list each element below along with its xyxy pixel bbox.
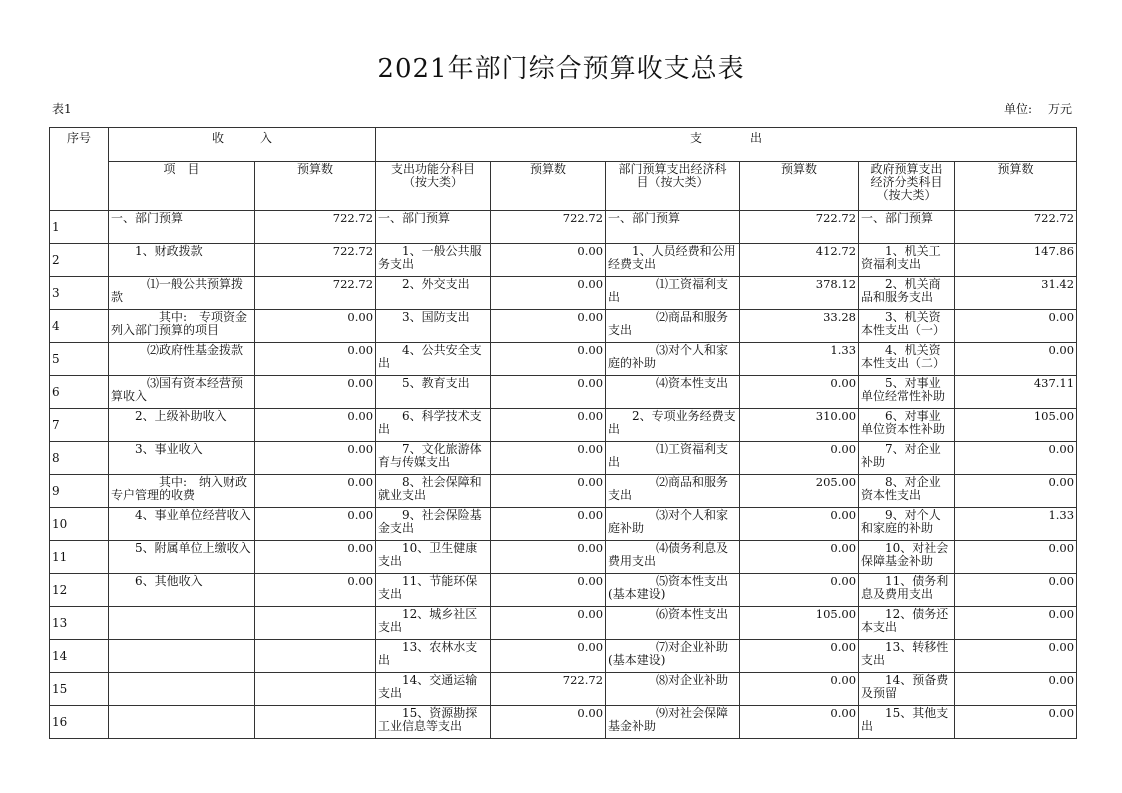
dept-econ-amount: 0.00 xyxy=(740,442,859,475)
table-row xyxy=(50,244,1077,277)
dept-econ-item: 1、人员经费和公用经费支出 xyxy=(606,244,740,277)
income-amount: 722.72 xyxy=(255,211,376,244)
income-amount: 0.00 xyxy=(255,508,376,541)
gov-econ-amount: 0.00 xyxy=(955,541,1077,574)
function-item: 14、交通运输支出 xyxy=(376,673,491,706)
function-amount: 0.00 xyxy=(491,475,606,508)
function-amount: 0.00 xyxy=(491,640,606,673)
row-seq: 4 xyxy=(50,310,109,343)
function-amount: 0.00 xyxy=(491,343,606,376)
income-item xyxy=(109,673,255,706)
row-seq: 6 xyxy=(50,376,109,409)
function-amount: 0.00 xyxy=(491,244,606,277)
row-seq: 8 xyxy=(50,442,109,475)
gov-econ-amount: 1.33 xyxy=(955,508,1077,541)
income-item: 2、上级补助收入 xyxy=(109,409,255,442)
row-seq: 12 xyxy=(50,574,109,607)
dept-econ-amount: 0.00 xyxy=(740,706,859,739)
function-item: 15、资源勘探工业信息等支出 xyxy=(376,706,491,739)
row-seq: 11 xyxy=(50,541,109,574)
row-seq: 3 xyxy=(50,277,109,310)
row-seq: 9 xyxy=(50,475,109,508)
row-seq: 2 xyxy=(50,244,109,277)
function-amount: 0.00 xyxy=(491,409,606,442)
header-col-gov-econ-item: 政府预算支出 经济分类科目 （按大类） xyxy=(859,162,955,211)
function-amount: 0.00 xyxy=(491,574,606,607)
function-item: 4、公共安全支出 xyxy=(376,343,491,376)
gov-econ-amount: 0.00 xyxy=(955,640,1077,673)
header-col-gov-econ-amount: 预算数 xyxy=(955,162,1077,211)
function-item: 3、国防支出 xyxy=(376,310,491,343)
gov-econ-amount: 0.00 xyxy=(955,673,1077,706)
dept-econ-amount: 1.33 xyxy=(740,343,859,376)
function-amount: 0.00 xyxy=(491,706,606,739)
income-item xyxy=(109,640,255,673)
dept-econ-item: ⑸资本性支出(基本建设) xyxy=(606,574,740,607)
table-number: 表1 xyxy=(52,102,72,116)
dept-econ-amount: 0.00 xyxy=(740,541,859,574)
income-amount xyxy=(255,706,376,739)
gov-econ-amount: 31.42 xyxy=(955,277,1077,310)
table-row xyxy=(50,442,1077,475)
dept-econ-item: ⑻对企业补助 xyxy=(606,673,740,706)
dept-econ-item: ⑶对个人和家庭补助 xyxy=(606,508,740,541)
income-item: 其中: 纳入财政专户管理的收费 xyxy=(109,475,255,508)
table-row xyxy=(50,673,1077,706)
income-item xyxy=(109,607,255,640)
page-title: 2021年部门综合预算收支总表 xyxy=(377,54,745,84)
header-col-income-amount: 预算数 xyxy=(255,162,376,211)
function-item: 5、教育支出 xyxy=(376,376,491,409)
dept-econ-amount: 0.00 xyxy=(740,376,859,409)
function-item: 9、社会保险基金支出 xyxy=(376,508,491,541)
function-amount: 0.00 xyxy=(491,607,606,640)
table-row xyxy=(50,409,1077,442)
table-row xyxy=(50,310,1077,343)
gov-econ-amount: 105.00 xyxy=(955,409,1077,442)
dept-econ-item: 一、部门预算 xyxy=(606,211,740,244)
dept-econ-amount: 0.00 xyxy=(740,574,859,607)
income-amount xyxy=(255,607,376,640)
function-item: 1、一般公共服务支出 xyxy=(376,244,491,277)
table-row xyxy=(50,574,1077,607)
row-seq: 16 xyxy=(50,706,109,739)
dept-econ-item: ⑵商品和服务支出 xyxy=(606,475,740,508)
dept-econ-amount: 205.00 xyxy=(740,475,859,508)
function-amount: 0.00 xyxy=(491,508,606,541)
dept-econ-amount: 0.00 xyxy=(740,640,859,673)
table-row xyxy=(50,211,1077,244)
row-seq: 7 xyxy=(50,409,109,442)
function-amount: 0.00 xyxy=(491,310,606,343)
header-seq: 序号 xyxy=(50,128,109,211)
gov-econ-amount: 0.00 xyxy=(955,442,1077,475)
income-amount: 0.00 xyxy=(255,310,376,343)
header-col-dept-econ-item: 部门预算支出经济科 目（按大类） xyxy=(606,162,740,211)
income-amount: 0.00 xyxy=(255,475,376,508)
dept-econ-amount: 33.28 xyxy=(740,310,859,343)
gov-econ-item: 9、对个人和家庭的补助 xyxy=(859,508,955,541)
dept-econ-amount: 0.00 xyxy=(740,673,859,706)
header-col-function-item: 支出功能分科目 （按大类） xyxy=(376,162,491,211)
gov-econ-item: 2、机关商品和服务支出 xyxy=(859,277,955,310)
function-item: 2、外交支出 xyxy=(376,277,491,310)
income-amount: 0.00 xyxy=(255,442,376,475)
table-row xyxy=(50,541,1077,574)
gov-econ-item: 11、债务利息及费用支出 xyxy=(859,574,955,607)
gov-econ-item: 10、对社会保障基金补助 xyxy=(859,541,955,574)
income-amount: 0.00 xyxy=(255,541,376,574)
income-amount xyxy=(255,640,376,673)
function-item: 10、卫生健康支出 xyxy=(376,541,491,574)
gov-econ-amount: 0.00 xyxy=(955,574,1077,607)
gov-econ-amount: 0.00 xyxy=(955,343,1077,376)
dept-econ-item: ⑷债务利息及费用支出 xyxy=(606,541,740,574)
income-item: 1、财政拨款 xyxy=(109,244,255,277)
income-item: ⑴一般公共预算拨款 xyxy=(109,277,255,310)
income-item: 3、事业收入 xyxy=(109,442,255,475)
dept-econ-amount: 722.72 xyxy=(740,211,859,244)
gov-econ-item: 14、预备费及预留 xyxy=(859,673,955,706)
gov-econ-item: 5、对事业单位经常性补助 xyxy=(859,376,955,409)
income-item: 6、其他收入 xyxy=(109,574,255,607)
gov-econ-item: 7、对企业补助 xyxy=(859,442,955,475)
income-amount: 0.00 xyxy=(255,376,376,409)
dept-econ-item: ⑴工资福利支出 xyxy=(606,277,740,310)
income-amount: 722.72 xyxy=(255,277,376,310)
income-amount xyxy=(255,673,376,706)
gov-econ-amount: 0.00 xyxy=(955,607,1077,640)
header-income: 收 入 xyxy=(109,128,376,162)
dept-econ-item: ⑶对个人和家庭的补助 xyxy=(606,343,740,376)
unit-label: 单位: xyxy=(1003,102,1032,116)
gov-econ-item: 1、机关工资福利支出 xyxy=(859,244,955,277)
income-amount: 722.72 xyxy=(255,244,376,277)
dept-econ-amount: 0.00 xyxy=(740,508,859,541)
dept-econ-item: ⑷资本性支出 xyxy=(606,376,740,409)
income-item: 一、部门预算 xyxy=(109,211,255,244)
gov-econ-item: 15、其他支出 xyxy=(859,706,955,739)
function-amount: 0.00 xyxy=(491,442,606,475)
header-col-function-amount: 预算数 xyxy=(491,162,606,211)
table-row xyxy=(50,277,1077,310)
dept-econ-amount: 412.72 xyxy=(740,244,859,277)
income-amount: 0.00 xyxy=(255,574,376,607)
gov-econ-item: 8、对企业资本性支出 xyxy=(859,475,955,508)
row-seq: 13 xyxy=(50,607,109,640)
gov-econ-item: 4、机关资本性支出（二） xyxy=(859,343,955,376)
function-amount: 0.00 xyxy=(491,277,606,310)
table-row xyxy=(50,508,1077,541)
table-row xyxy=(50,475,1077,508)
function-amount: 0.00 xyxy=(491,376,606,409)
income-amount: 0.00 xyxy=(255,409,376,442)
unit-value: 万元 xyxy=(1047,102,1072,116)
income-item: 4、事业单位经营收入 xyxy=(109,508,255,541)
gov-econ-item: 13、转移性支出 xyxy=(859,640,955,673)
gov-econ-amount: 0.00 xyxy=(955,310,1077,343)
header-row-2 xyxy=(50,162,1077,211)
row-seq: 10 xyxy=(50,508,109,541)
header-row-1 xyxy=(50,128,1077,162)
gov-econ-item: 6、对事业单位资本性补助 xyxy=(859,409,955,442)
function-item: 11、节能环保支出 xyxy=(376,574,491,607)
gov-econ-item: 一、部门预算 xyxy=(859,211,955,244)
function-amount: 722.72 xyxy=(491,211,606,244)
function-item: 13、农林水支出 xyxy=(376,640,491,673)
row-seq: 14 xyxy=(50,640,109,673)
table-row xyxy=(50,706,1077,739)
function-amount: 0.00 xyxy=(491,541,606,574)
gov-econ-amount: 147.86 xyxy=(955,244,1077,277)
gov-econ-amount: 0.00 xyxy=(955,475,1077,508)
row-seq: 5 xyxy=(50,343,109,376)
income-item: ⑵政府性基金拨款 xyxy=(109,343,255,376)
header-col-income-item: 项 目 xyxy=(109,162,255,211)
row-seq: 1 xyxy=(50,211,109,244)
dept-econ-item: ⑼对社会保障基金补助 xyxy=(606,706,740,739)
header-expense: 支 出 xyxy=(376,128,1077,162)
table-row xyxy=(50,640,1077,673)
row-seq: 15 xyxy=(50,673,109,706)
header-col-dept-econ-amount: 预算数 xyxy=(740,162,859,211)
dept-econ-amount: 105.00 xyxy=(740,607,859,640)
dept-econ-amount: 378.12 xyxy=(740,277,859,310)
income-item: ⑶国有资本经营预算收入 xyxy=(109,376,255,409)
gov-econ-item: 3、机关资本性支出（一） xyxy=(859,310,955,343)
table-row xyxy=(50,343,1077,376)
income-item: 其中: 专项资金列入部门预算的项目 xyxy=(109,310,255,343)
dept-econ-item: 2、专项业务经费支出 xyxy=(606,409,740,442)
table-row xyxy=(50,376,1077,409)
budget-table xyxy=(49,127,1077,739)
unit-info xyxy=(1004,100,1072,117)
gov-econ-amount: 0.00 xyxy=(955,706,1077,739)
gov-econ-amount: 437.11 xyxy=(955,376,1077,409)
function-item: 8、社会保障和就业支出 xyxy=(376,475,491,508)
function-amount: 722.72 xyxy=(491,673,606,706)
function-item: 一、部门预算 xyxy=(376,211,491,244)
function-item: 7、文化旅游体育与传媒支出 xyxy=(376,442,491,475)
gov-econ-item: 12、债务还本支出 xyxy=(859,607,955,640)
function-item: 12、城乡社区支出 xyxy=(376,607,491,640)
dept-econ-item: ⑺对企业补助(基本建设) xyxy=(606,640,740,673)
dept-econ-amount: 310.00 xyxy=(740,409,859,442)
table-row xyxy=(50,607,1077,640)
gov-econ-amount: 722.72 xyxy=(955,211,1077,244)
dept-econ-item: ⑹资本性支出 xyxy=(606,607,740,640)
dept-econ-item: ⑵商品和服务支出 xyxy=(606,310,740,343)
dept-econ-item: ⑴工资福利支出 xyxy=(606,442,740,475)
income-item: 5、附属单位上缴收入 xyxy=(109,541,255,574)
income-item xyxy=(109,706,255,739)
function-item: 6、科学技术支出 xyxy=(376,409,491,442)
income-amount: 0.00 xyxy=(255,343,376,376)
